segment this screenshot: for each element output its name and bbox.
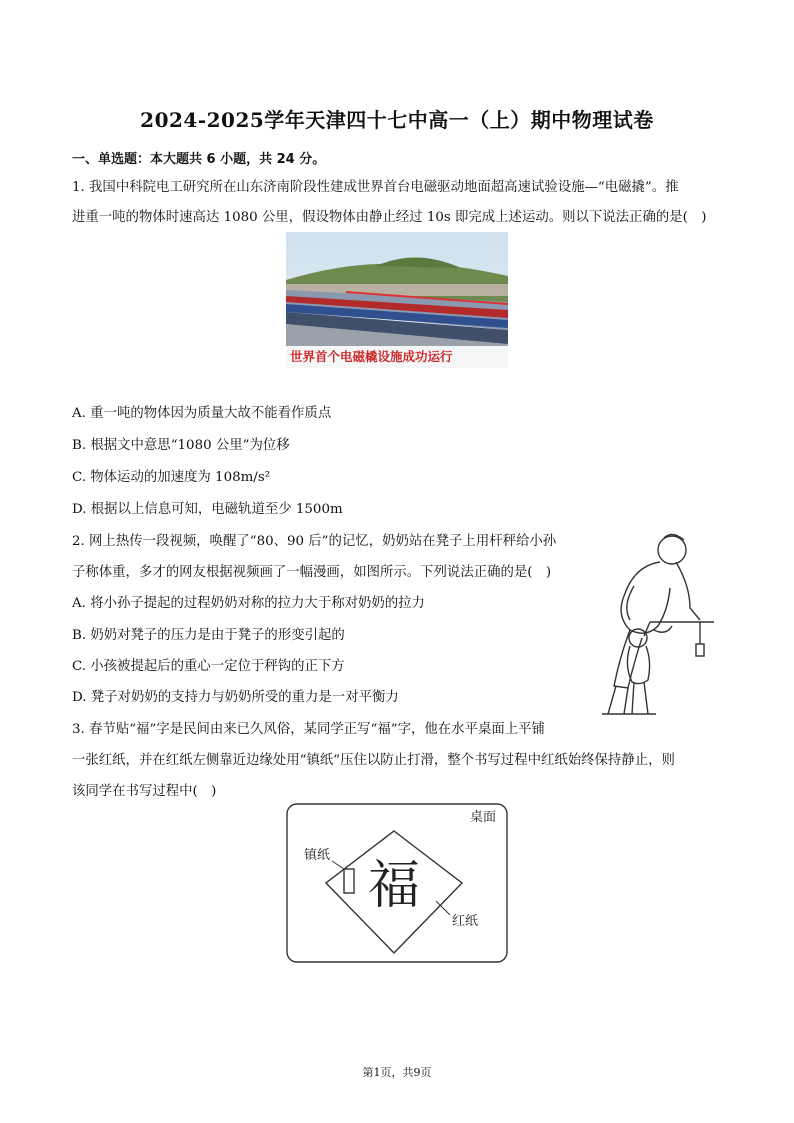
page-footer: 第1页，共9页 bbox=[362, 1066, 432, 1079]
red-paper-label: 红纸 bbox=[452, 914, 479, 929]
q1-stem-line1: 1. 我国中科院电工研究所在山东济南阶段性建成世界首台电磁驱动地面超高速试验设施—“电磁撬”。推 bbox=[72, 180, 679, 195]
page-title: 2024-2025学年天津四十七中高一（上）期中物理试卷 bbox=[140, 108, 654, 132]
q2-option-d: D. 凳子对奶奶的支持力与奶奶所受的重力是一对平衡力 bbox=[72, 690, 399, 705]
q2-stem-line1: 2. 网上热传一段视频，唤醒了“80、90 后”的记忆，奶奶站在凳子上用杆秤给小孙 bbox=[72, 534, 557, 549]
q3-stem-line3: 该同学在书写过程中( ) bbox=[72, 784, 217, 799]
q2-option-a: A. 将小孙子提起的过程奶奶对称的拉力大于称对奶奶的拉力 bbox=[72, 596, 425, 611]
q2-stem-line2: 子称体重，多才的网友根据视频画了一幅漫画，如图所示。下列说法正确的是( ) bbox=[72, 565, 552, 580]
q1-photo bbox=[286, 232, 508, 368]
paperweight-shape bbox=[344, 869, 354, 893]
fu-character: 福 bbox=[367, 856, 421, 916]
q1-stem-line2: 进重一吨的物体时速高达 1080 公里，假设物体由静止经过 10s 即完成上述运动。则以下说法正确的是( ) bbox=[72, 210, 707, 225]
q1-option-d: D. 根据以上信息可知，电磁轨道至少 1500m bbox=[72, 502, 343, 517]
q1-option-a: A. 重一吨的物体因为质量大故不能看作质点 bbox=[72, 406, 332, 421]
q3-stem-line2: 一张红纸，并在红纸左侧靠近边缘处用“镇纸”压住以防止打滑，整个书写过程中红纸始终保持静止，则 bbox=[72, 753, 675, 768]
q1-photo-caption: 世界首个电磁橇设施成功运行 bbox=[286, 346, 508, 368]
q1-option-b: B. 根据文中意思“1080 公里”为位移 bbox=[72, 438, 290, 453]
section-heading: 一、单选题：本大题共 6 小题，共 24 分。 bbox=[72, 152, 326, 167]
q3-stem-line1: 3. 春节贴“福”字是民间由来已久风俗，某同学正写“福”字，他在水平桌面上平铺 bbox=[72, 722, 545, 737]
q2-option-b: B. 奶奶对凳子的压力是由于凳子的形变引起的 bbox=[72, 628, 345, 643]
q2-option-c: C. 小孩被提起后的重心一定位于秤钩的正下方 bbox=[72, 659, 345, 674]
q3-desk-diagram bbox=[286, 803, 508, 963]
paperweight-label: 镇纸 bbox=[304, 848, 331, 863]
desk-label: 桌面 bbox=[470, 810, 497, 825]
q2-grandma-steelyard-illustration bbox=[594, 526, 728, 718]
q1-option-c: C. 物体运动的加速度为 108m/s² bbox=[72, 470, 271, 485]
